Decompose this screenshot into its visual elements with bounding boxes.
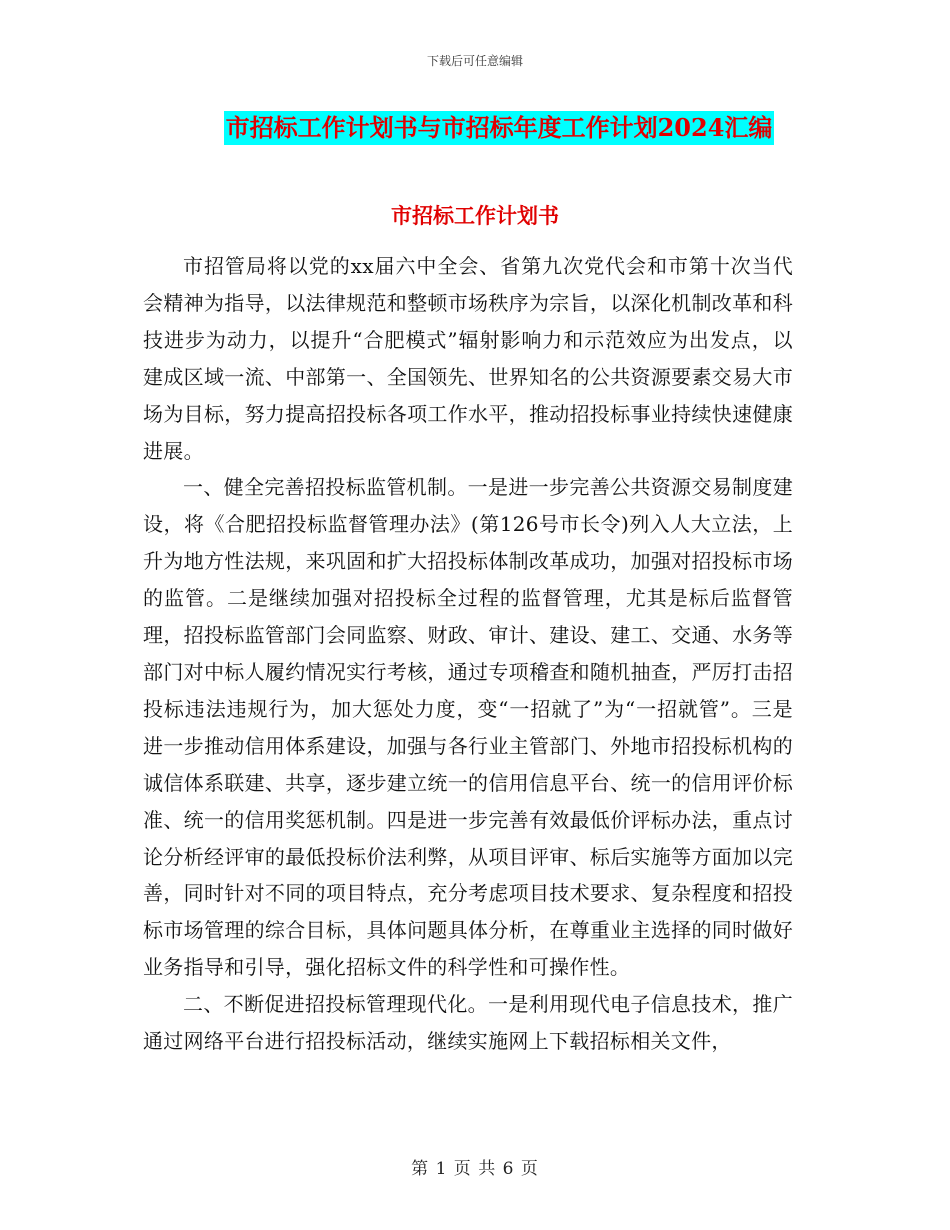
section-title: 市招标工作计划书	[391, 203, 559, 228]
body-paragraph: 市招管局将以党的xx届六中全会、省第九次党代会和市第十次当代会精神为指导，以法律规范和整顿市场秩序为宗旨，以深化机制改革和科技进步为动力，以提升“合肥模式”辐射影响力和示范效应为出发点，以建成区域一流、中部第一、全国领先、世界知名的公共资源要素交易大市场为目标，努力提高招投标各项工作水平，推动招投标事业持续快速健康进展。	[143, 254, 793, 463]
document-body	[143, 248, 793, 1060]
body-paragraph: 二、不断促进招投标管理现代化。一是利用现代电子信息技术，推广通过网络平台进行招投标活动，继续实施网上下载招标相关文件，	[143, 992, 793, 1054]
document-title-container	[0, 111, 950, 145]
body-paragraph: 一、健全完善招投标监管机制。一是进一步完善公共资源交易制度建设，将《合肥招投标监督管理办法》(第126号市长令)列入人大立法，上升为地方性法规，来巩固和扩大招投标体制改革成功，加强对招投标市场的监管。二是继续加强对招投标全过程的监督管理，尤其是标后监督管理，招投标监管部门会同监察、财政、审计、建设、建工、交通、水务等部门对中标人履约情况实行考核，通过专项稽查和随机抽查，严厉打击招投标违法违规行为，加大惩处力度，变“一招就了”为“一招就管”。三是进一步推动信用体系建设，加强与各行业主管部门、外地市招投标机构的诚信体系联建、共享，逐步建立统一的信用信息平台、统一的信用评价标准、统一的信用奖惩机制。四是进一步完善有效最低价评标办法，重点讨论分析经评审的最低投标价法利弊，从项目评审、标后实施等方面加以完善，同时针对不同的项目特点，充分考虑项目技术要求、复杂程度和招投标市场管理的综合目标，具体问题具体分析，在尊重业主选择的同时做好业务指导和引导，强化招标文件的科学性和可操作性。	[143, 475, 793, 980]
header-note: 下载后可任意编辑	[426, 54, 523, 68]
document-title: 市招标工作计划书与市招标年度工作计划2024汇编	[224, 111, 775, 145]
page-number: 第 1 页 共 6 页	[411, 1159, 539, 1179]
